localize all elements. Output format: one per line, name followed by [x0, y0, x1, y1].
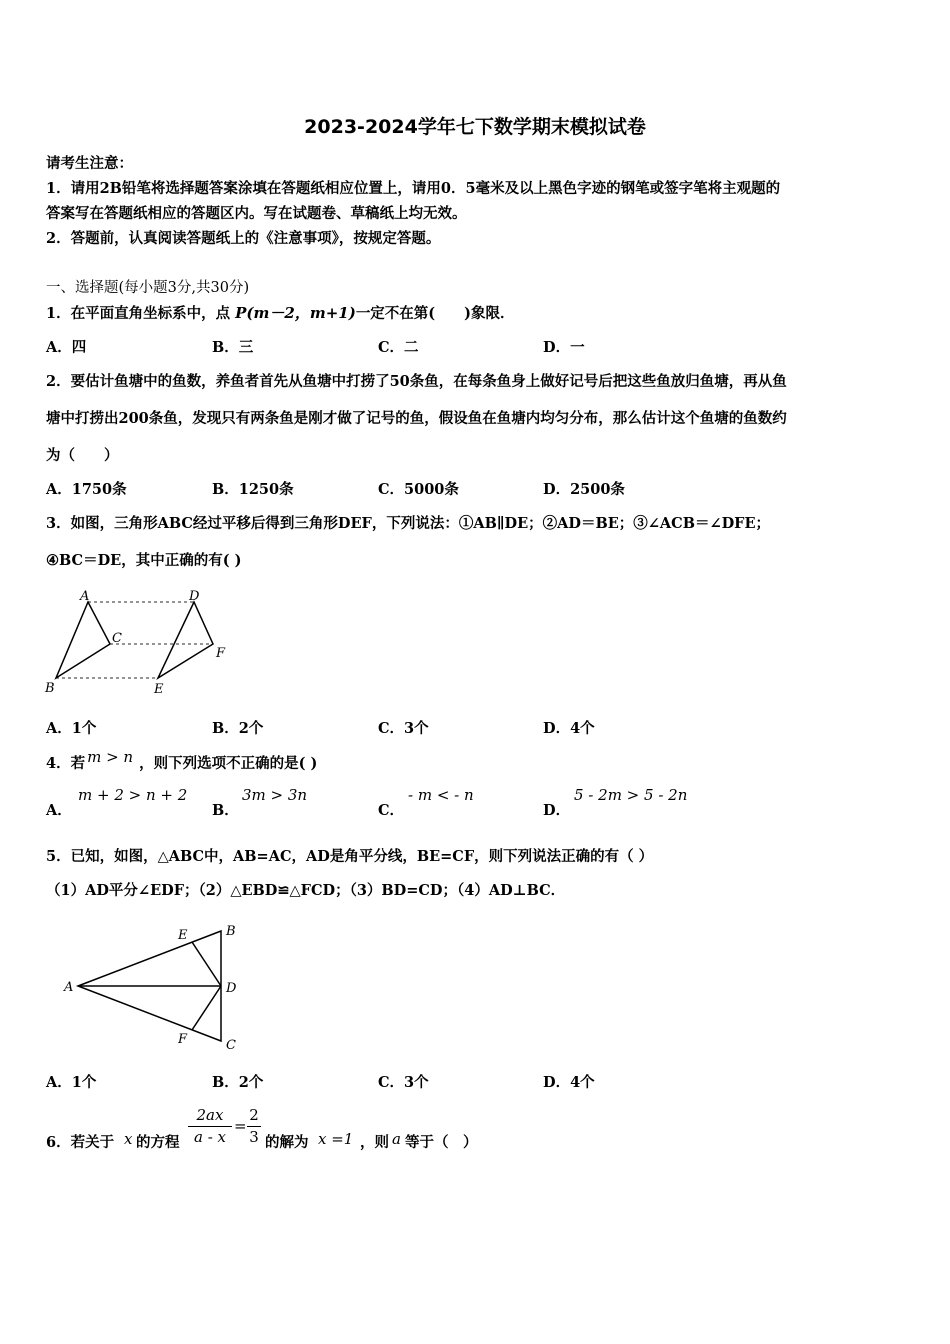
q2-option-b[interactable]: B．1250条 — [212, 481, 294, 498]
q4-expr-b: 3m > 3n — [242, 786, 308, 804]
q5-option-b[interactable]: B．2个 — [212, 1074, 264, 1091]
q5-line1: 5．已知，如图，△ABC中，AB=AC，AD是角平分线，BE=CF，则下列说法正确的有（ ） — [46, 848, 654, 865]
q6-solution: x =1 — [318, 1130, 354, 1148]
q4-expr-c: - m < - n — [408, 786, 474, 804]
q1-option-c[interactable]: C．二 — [378, 339, 419, 356]
section-heading: 一、选择题(每小题3分,共30分) — [46, 280, 250, 296]
q6-right-denominator: 3 — [249, 1128, 259, 1146]
notice-item1-line2: 答案写在答题纸相应的答题区内。写在试题卷、草稿纸上均无效。 — [46, 205, 467, 222]
q4-suffix: ，则下列选项不正确的是( ) — [139, 755, 318, 772]
q1-prefix: 1．在平面直角坐标系中，点 — [46, 305, 236, 322]
notice-heading: 请考生注意： — [46, 155, 133, 172]
q1-point: P(m－2，m+1) — [235, 304, 356, 322]
q5-line2: （1）AD平分∠EDF；（2）△EBD≌△FCD；（3）BD=CD；（4）AD⊥BC． — [46, 882, 566, 899]
q3-label-a: A — [80, 589, 90, 604]
notice-item2: 2．答题前，认真阅读答题纸上的《注意事项》，按规定答题。 — [46, 230, 441, 247]
page-title: 2023-2024学年七下数学期末模拟试卷 — [304, 116, 646, 138]
q6-fraction-right — [247, 1106, 261, 1146]
q5-label-c: C — [226, 1038, 236, 1053]
q3-label-d: D — [189, 589, 200, 604]
q5-label-b: B — [226, 924, 236, 939]
question-1 — [46, 302, 515, 323]
q6-numerator: 2ax — [188, 1106, 232, 1127]
q6-mid2: 的解为 — [265, 1134, 309, 1151]
q5-option-c[interactable]: C．3个 — [378, 1074, 429, 1091]
q1-option-b[interactable]: B．三 — [212, 339, 254, 356]
q4-expr-a: m + 2 > n + 2 — [78, 786, 188, 804]
q6-prefix: 6．若关于 — [46, 1134, 115, 1151]
q3-label-f: F — [216, 646, 226, 661]
q6-var-a: a — [392, 1130, 401, 1148]
q2-option-d[interactable]: D．2500条 — [543, 481, 625, 498]
q6-right-numerator: 2 — [247, 1106, 261, 1127]
q3-translation-figure — [40, 582, 240, 700]
q6-equals: = — [234, 1117, 247, 1135]
q6-mid3: ，则 — [360, 1134, 389, 1151]
q4-expr-d: 5 - 2m > 5 - 2n — [574, 786, 688, 804]
q5-label-f: F — [178, 1032, 188, 1047]
q6-suffix: 等于（ ） — [405, 1134, 478, 1151]
q2-option-a[interactable]: A．1750条 — [46, 481, 127, 498]
q3-label-e: E — [154, 682, 164, 697]
q1-option-a[interactable]: A．四 — [46, 339, 87, 356]
q4-option-b[interactable]: B． — [212, 802, 239, 819]
q1-suffix: 一定不在第( )象限． — [355, 305, 515, 322]
q5-label-a: A — [64, 980, 74, 995]
q3-option-a[interactable]: A．1个 — [46, 720, 97, 737]
q4-option-d[interactable]: D． — [543, 802, 571, 819]
q5-label-e: E — [178, 928, 188, 943]
q6-denominator: a - x — [193, 1128, 226, 1146]
q4-condition: m > n — [87, 748, 134, 766]
q4-prefix: 4．若 — [46, 755, 86, 772]
question-4 — [46, 748, 318, 773]
q5-label-d: D — [226, 981, 237, 996]
q2-line2: 塘中打捞出200条鱼，发现只有两条鱼是刚才做了记号的鱼，假设鱼在鱼塘内均匀分布，那么估计这个鱼塘的鱼数约 — [46, 410, 787, 427]
q5-option-d[interactable]: D．4个 — [543, 1074, 595, 1091]
q5-option-a[interactable]: A．1个 — [46, 1074, 97, 1091]
q3-label-b: B — [45, 681, 55, 696]
notice-item1-line1: 1．请用2B铅笔将选择题答案涂填在答题纸相应位置上，请用0．5毫米及以上黑色字迹的钢笔或签字笔将主观题的 — [46, 180, 781, 197]
q3-line2: ④BC＝DE，其中正确的有( ) — [46, 552, 242, 569]
q6-fraction-left — [188, 1106, 232, 1146]
q4-option-c[interactable]: C． — [378, 802, 405, 819]
q2-line3: 为（ ） — [46, 447, 119, 464]
q3-option-b[interactable]: B．2个 — [212, 720, 264, 737]
q2-option-c[interactable]: C．5000条 — [378, 481, 459, 498]
q3-option-c[interactable]: C．3个 — [378, 720, 429, 737]
q4-option-a[interactable]: A． — [46, 802, 72, 819]
q1-option-d[interactable]: D．一 — [543, 339, 585, 356]
q3-line1: 3．如图，三角形ABC经过平移后得到三角形DEF，下列说法：①AB∥DE；②AD＝BE；③∠ACB＝∠DFE； — [46, 515, 771, 532]
q5-triangle-figure — [56, 918, 256, 1058]
q2-line1: 2．要估计鱼塘中的鱼数，养鱼者首先从鱼塘中打捞了50条鱼，在每条鱼身上做好记号后把这些鱼放归鱼塘，再从鱼 — [46, 373, 787, 390]
q6-mid1: 的方程 — [136, 1134, 180, 1151]
q6-var-x: x — [124, 1130, 133, 1148]
q3-label-c: C — [112, 631, 122, 646]
q3-option-d[interactable]: D．4个 — [543, 720, 595, 737]
